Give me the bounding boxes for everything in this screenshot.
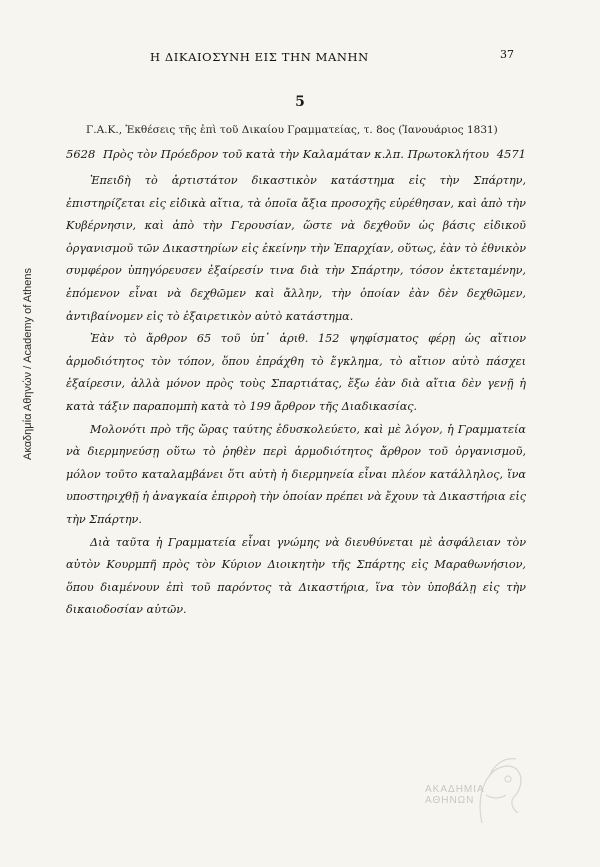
paragraph: Ἐπειδὴ τὸ ἀρτιστάτον δικαστικὸν κατάστημα εἰς τὴν Σπάρτην, ἐπιστηρίζεται εἰς εἰδικὰ αἴτια, τὰ ὁποῖα ἄξια προσοχῆς εὑρέθησαν, καὶ ἀπὸ τὴν Κυβέρνησιν, καὶ ἀπὸ τὴν Γερουσίαν, ὥστε νὰ δεχθοῦν ὡς βάσις εἰδικοῦ ὀργανισμοῦ τῶν Δικαστηρίων εἰς ἐκείνην τὴν Ἐπαρχίαν, οὕτως, ἐὰν τὸ ἐθνικὸν συμφέρον ὑπηγόρευσεν ἐξαίρεσίν τινα διὰ τὴν Σπάρτην, τόσον ἐκτεταμένην, ἑπόμενον εἶναι νὰ δεχθῶμεν καὶ ἄλλην, τὴν ὁποίαν ἐὰν δὲν δεχθῶμεν, ἀντιβαίνομεν εἰς τὸ ἐξαιρετικὸν αὐτὸ κατάστημα.: [66, 174, 526, 323]
seal-caption-left: ΑΚΑΔΗΜΙΑ: [425, 784, 485, 795]
protocol-number-right: 4571: [496, 147, 526, 161]
document-body: [66, 170, 526, 622]
document-number: 5: [295, 94, 305, 110]
paragraph: Ἐὰν τὸ ἄρθρον 65 τοῦ ὑπ᾽ ἀριθ. 152 ψηφίσματος φέρῃ ὡς αἴτιον ἁρμοδιότητος τὸν τόπον, ὅπου ἐπράχθη τὸ ἔγκλημα, τὸ αἴτιον αὐτὸ πάσχει ἐξαίρεσιν, ἀλλὰ μόνον πρὸς τοὺς Σπαρτιάτας, ἔξω ἐὰν διὰ αἴτια δὲν γενῇ ἡ κατὰ τάξιν παραπομπὴ κατὰ τὸ 199 ἄρθρον τῆς Διαδικασίας.: [66, 332, 526, 413]
running-head: Η ΔΙΚΑΙΟΣΥΝΗ ΕΙΣ ΤΗΝ ΜΑΝΗΝ: [150, 50, 369, 64]
document-header: [66, 147, 526, 161]
source-citation: Γ.Α.Κ., Ἐκθέσεις τῆς ἐπὶ τοῦ Δικαίου Γραμματείας, τ. 8ος (Ἰανουάριος 1831): [86, 124, 498, 136]
side-watermark: Ακαδημία Αθηνών / Academy of Athens: [22, 267, 34, 460]
paragraph: Διὰ ταῦτα ἡ Γραμματεία εἶναι γνώμης νὰ διευθύνεται μὲ ἀσφάλειαν τὸν αὐτὸν Κουρμπῆ πρὸς τὸν Κύριον Διοικητὴν τῆς Σπάρτης εἰς Μαραθωνήσιον, ὅπου διαμένουν ἐπὶ τοῦ παρόντος τὰ Δικαστήρια, ἵνα τὸν ὑποβάλῃ εἰς τὴν δικαιοδοσίαν αὐτῶν.: [66, 535, 526, 617]
protocol-number-left: 5628: [66, 147, 96, 161]
seal-caption-right: ΑΘΗΝΩΝ: [425, 795, 475, 806]
seal-caption: [425, 784, 585, 806]
paragraph: Μολονότι πρὸ τῆς ὥρας ταύτης ἐδυσκολεύετο, καὶ μὲ λόγον, ἡ Γραμματεία νὰ διερμηνεύσῃ οὕτω τὸ ῥηθὲν περὶ ἁρμοδιότητος ἄρθρον τοῦ ὀργανισμοῦ, μόλον τοῦτο καταλαμβάνει ὅτι αὐτὴ ἡ διερμηνεία εἶναι πλέον κατάλληλος, ἵνα υποστηριχθῇ ἡ ἀναγκαία ἐπιρροὴ τὴν ὁποίαν πρέπει νὰ ἔχουν τὰ Δικαστήρια εἰς τὴν Σπάρτην.: [66, 422, 526, 526]
page-number: 37: [500, 48, 514, 61]
addressee: Πρὸς τὸν Πρόεδρον τοῦ κατὰ τὴν Καλαμάταν κ.λπ. Πρωτοκλήτου: [102, 147, 490, 161]
